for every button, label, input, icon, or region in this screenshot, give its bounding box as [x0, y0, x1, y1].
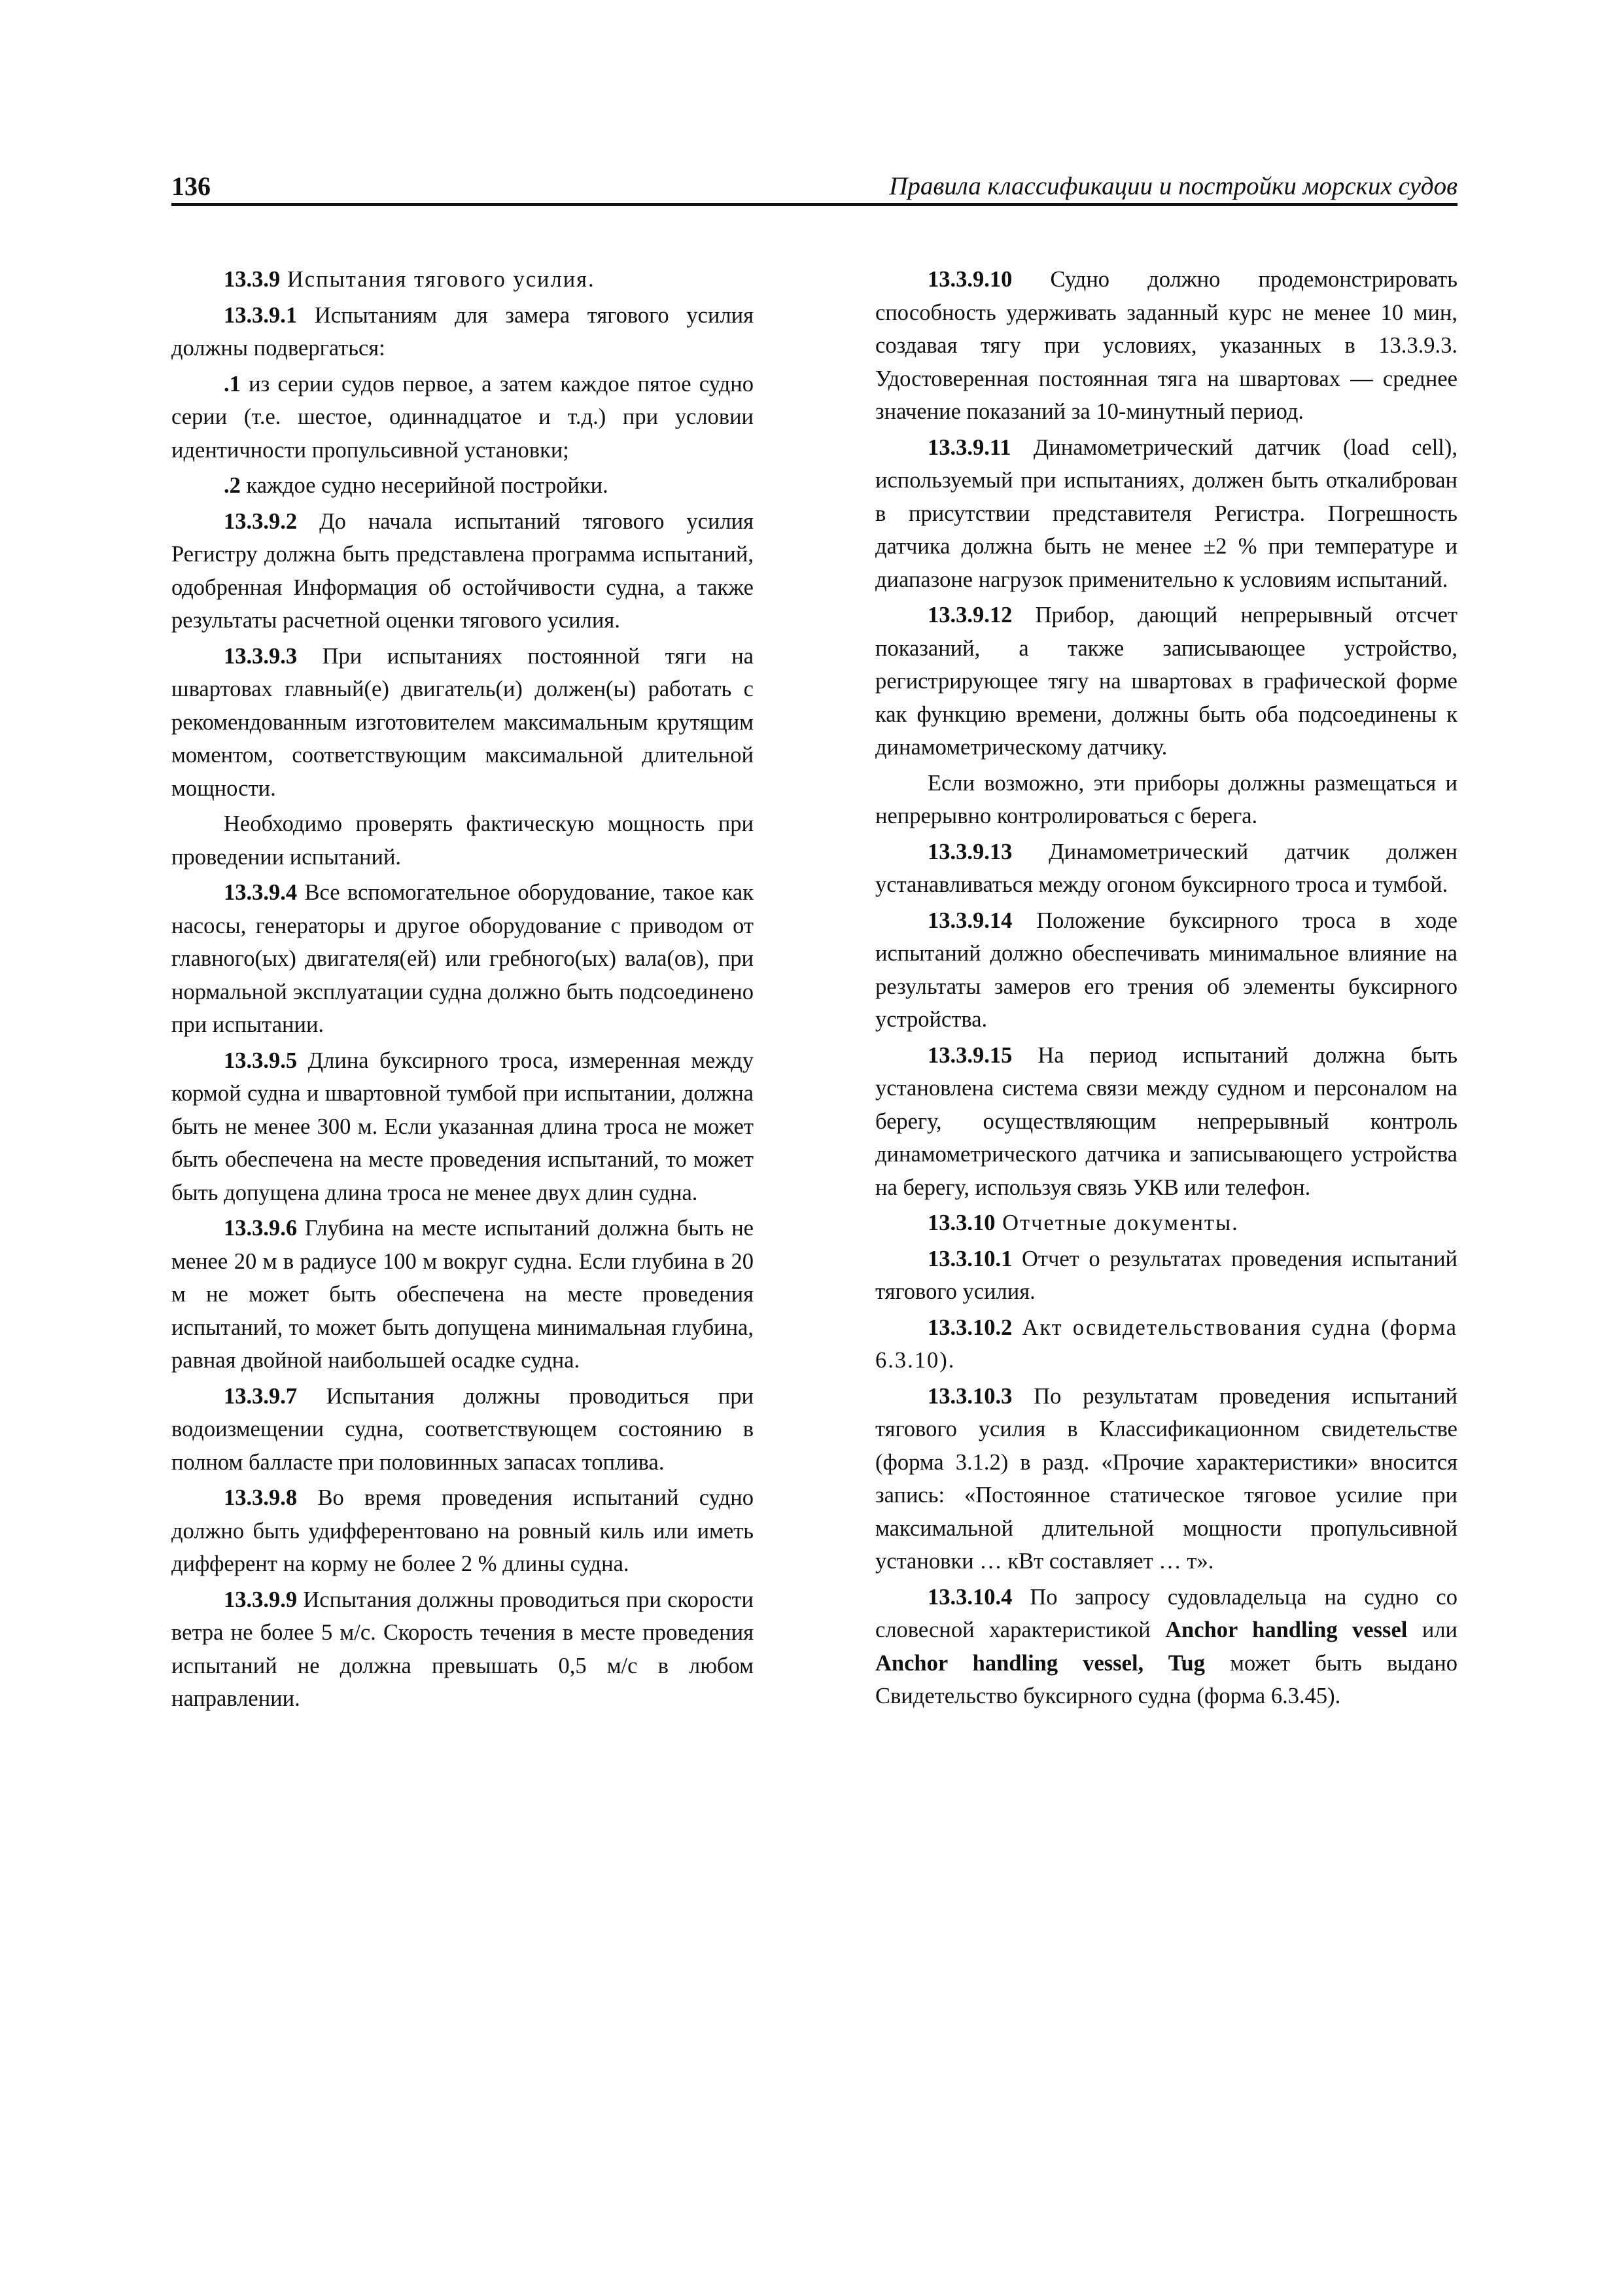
paragraph-13-3-10-2: 13.3.10.2 Акт освидетельствования судна (форма 6.3.10).: [875, 1315, 1457, 1373]
right-column: [875, 263, 1457, 1716]
paragraph-13-3-10: 13.3.10 Отчетные документы.: [928, 1210, 1239, 1235]
paragraph-13-3-9-14: 13.3.9.14 Положение буксирного троса в ходе испытаний должно обеспечивать минимальное влияние на результаты замеров его трения об элементы буксирного устройства.: [875, 908, 1457, 1032]
paragraph-13-3-9-12: 13.3.9.12 Прибор, дающий непрерывный отсчет показаний, а также записывающее устройство, регистрирующее тягу на швартовах в графической форме как функцию времени, должны быть оба подсоединены к динамометрическому датчику.: [875, 603, 1457, 760]
page-header: [171, 169, 1457, 204]
paragraph-13-3-9-10: 13.3.9.10 Судно должно продемонстрировать способность удерживать заданный курс не менее 10 мин, создавая тягу при условиях, указанных в 13.3.9.3. Удостоверенная постоянная тяга на швартовах — среднее значение показаний за 10-минутный период.: [875, 267, 1457, 424]
paragraph-13-3-9-11: 13.3.9.11 Динамометрический датчик (load cell), используемый при испытаниях, должен быть откалиброван в присутствии представителя Регистра. Погрешность датчика должна быть не менее ±2 % при температуре и диапазоне нагрузок применительно к условиям испытаний.: [875, 434, 1457, 592]
page-number: 136: [171, 171, 211, 201]
paragraph-shore-control: Если возможно, эти приборы должны размещаться и непрерывно контролироваться с берега.: [875, 770, 1457, 828]
paragraph-13-3-9-9: 13.3.9.9 Испытания должны проводиться при скорости ветра не более 5 м/с. Скорость течения в месте проведения испытаний не должна превышать 0,5 м/с в любом направлении.: [171, 1587, 754, 1711]
paragraph-power-check: Необходимо проверять фактическую мощность при проведении испытаний.: [171, 811, 754, 870]
paragraph-item-1: .1 из серии судов первое, а затем каждое пятое судно серии (т.е. шестое, одиннадцатое и т.д.) при условии идентичности пропульсивной установки;: [171, 371, 754, 463]
paragraph-item-2: .2 каждое судно несерийной постройки.: [224, 473, 608, 498]
paragraph-13-3-9-7: 13.3.9.7 Испытания должны проводиться при водоизмещении судна, соответствующем состоянию в полном балласте при половинных запасах топлива.: [171, 1383, 754, 1475]
paragraph-13-3-10-4: 13.3.10.4 По запросу судовладельца на судно со словесной характеристикой Anchor handling vessel или Anchor handling vessel, Tug может быть выдано Свидетельство буксирного судна (форма 6.3.45).: [875, 1584, 1457, 1708]
paragraph-13-3-10-1: 13.3.10.1 Отчет о результатах проведения испытаний тягового усилия.: [875, 1246, 1457, 1304]
running-title: Правила классификации и постройки морских судов: [889, 172, 1457, 200]
paragraph-13-3-9-6: 13.3.9.6 Глубина на месте испытаний должна быть не менее 20 м в радиусе 100 м вокруг судна. Если глубина в 20 м не может быть обеспечена на месте проведения испытаний, то может быть допущена минимальная глубина, равная двойной наибольшей осадке судна.: [171, 1216, 754, 1373]
paragraph-13-3-9-13: 13.3.9.13 Динамометрический датчик должен устанавливаться между огоном буксирного троса и тумбой.: [875, 839, 1457, 897]
header-rule: [171, 203, 1457, 206]
paragraph-13-3-9-3: 13.3.9.3 При испытаниях постоянной тяги на швартовах главный(е) двигатель(и) должен(ы) работать с рекомендованным изготовителем максимальным крутящим моментом, соответствующим максимальной длительной мощности.: [171, 643, 754, 801]
paragraph-13-3-9-8: 13.3.9.8 Во время проведения испытаний судно должно быть удифферентовано на ровный киль или иметь дифферент на корму не более 2 % длины судна.: [171, 1485, 754, 1576]
paragraph-13-3-10-3: 13.3.10.3 По результатам проведения испытаний тягового усилия в Классификационном свидетельстве (форма 3.1.2) в разд. «Прочие характеристики» вносится запись: «Постоянное статическое тяговое усилие при максимальной длительной мощности пропульсивной установки … кВт составляет … т».: [875, 1383, 1457, 1574]
paragraph-13-3-9-4: 13.3.9.4 Все вспомогательное оборудование, такое как насосы, генераторы и другое оборудование с приводом от главного(ых) двигателя(ей) или гребного(ых) вала(ов), при нормальной эксплуатации судна должно быть подсоединено при испытании.: [171, 880, 754, 1037]
paragraph-13-3-9-2: 13.3.9.2 До начала испытаний тягового усилия Регистру должна быть представлена программа испытаний, одобренная Информация об остойчивости судна, а также результаты расчетной оценки тягового усилия.: [171, 508, 754, 633]
paragraph-13-3-9-15: 13.3.9.15 На период испытаний должна быть установлена система связи между судном и персоналом на берегу, осуществляющим непрерывный контроль динамометрического датчика и записывающего устройства на берегу, используя связь УКВ или телефон.: [875, 1042, 1457, 1200]
left-column: [171, 263, 754, 1718]
paragraph-13-3-9: 13.3.9 Испытания тягового усилия.: [224, 267, 595, 292]
paragraph-13-3-9-1: 13.3.9.1 Испытаниям для замера тягового усилия должны подвергаться:: [171, 302, 754, 361]
paragraph-13-3-9-5: 13.3.9.5 Длина буксирного троса, измеренная между кормой судна и швартовной тумбой при испытании, должна быть не менее 300 м. Если указанная длина троса не может быть обеспечена на месте проведения испытаний, то может быть допущена длина троса не менее двух длин судна.: [171, 1048, 754, 1205]
